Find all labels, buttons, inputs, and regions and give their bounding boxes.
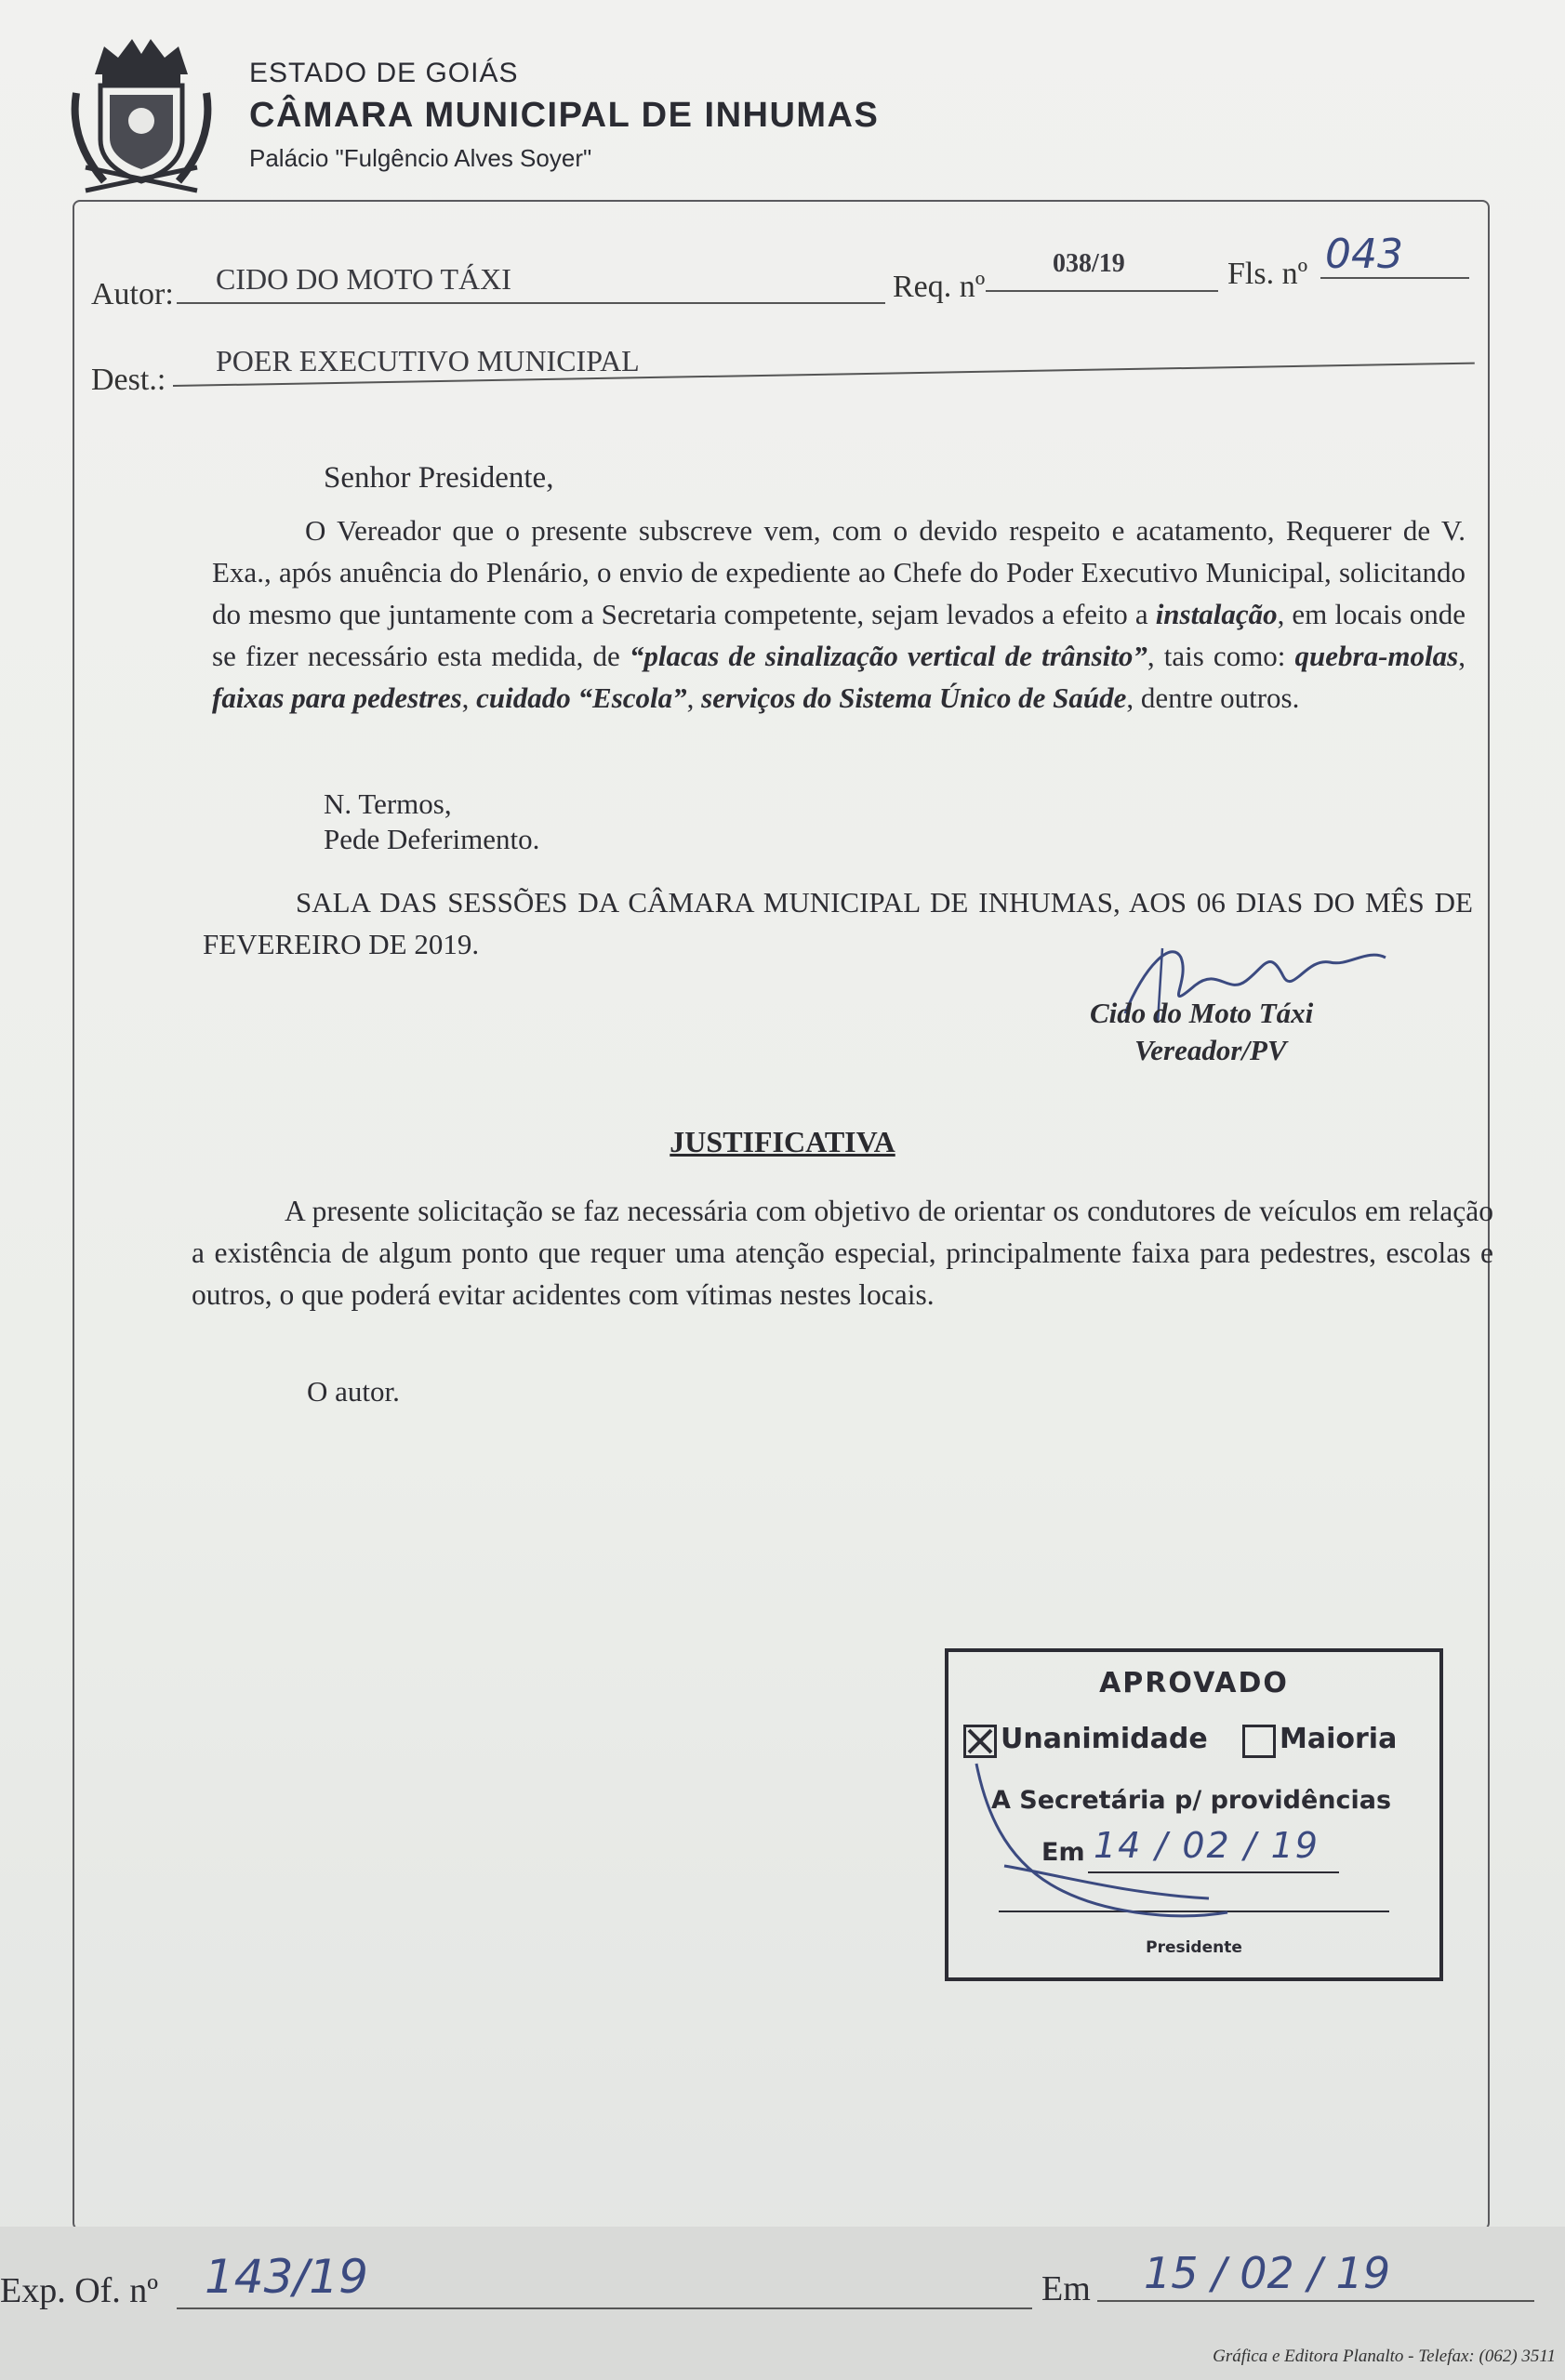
paragraph-text-end: , dentre outros. bbox=[1126, 681, 1300, 714]
approval-stamp bbox=[945, 1648, 1443, 1981]
justification-title: JUSTIFICATIVA bbox=[670, 1125, 895, 1158]
fls-label: Fls. nº bbox=[1227, 257, 1308, 291]
autor-label: Autor: bbox=[91, 277, 174, 311]
dest-label: Dest.: bbox=[91, 363, 166, 397]
stamp-em-label: Em bbox=[1041, 1838, 1085, 1867]
closing-line-2: Pede Deferimento. bbox=[324, 823, 540, 855]
paragraph-emphasis-sus: serviços do Sistema Único de Saúde bbox=[701, 681, 1127, 714]
paragraph-emphasis-installation: instalação bbox=[1155, 598, 1278, 630]
req-label: Req. nº bbox=[893, 270, 986, 304]
paragraph-text-1: O Vereador que o presente subscreve vem, com o devido respeito e acatamento, Requerer de V. Exa., após anuência do Plenário, o envio de expediente ao Chefe do Poder Executivo Municipal, solicitando do mesmo que juntamente com a Secretaria competente, sejam levados a efeito a bbox=[212, 514, 1466, 630]
printer-credit: Gráfica e Editora Planalto - Telefax: (062) 3511 bbox=[1213, 2347, 1556, 2366]
paragraph-emphasis-speed-bumps: quebra-molas bbox=[1294, 640, 1459, 672]
paragraph-sep-2: , bbox=[461, 681, 477, 714]
municipal-crest-logo bbox=[67, 28, 216, 200]
exp-of-handwritten-value: 143/19 bbox=[205, 2250, 368, 2304]
majority-checkbox[interactable] bbox=[1242, 1725, 1276, 1758]
header-state: ESTADO DE GOIÁS bbox=[249, 58, 519, 88]
paragraph-text-2: , em locais onde se fizer necessário esta medida, de bbox=[212, 598, 1466, 672]
footer-handwritten-date: 15 / 02 / 19 bbox=[1144, 2248, 1391, 2298]
paragraph-text-3: , tais como: bbox=[1147, 640, 1295, 672]
stamp-president-label: Presidente bbox=[1146, 1938, 1242, 1957]
signer-role: Vereador/PV bbox=[1134, 1034, 1287, 1066]
footer-em-underline bbox=[1097, 2300, 1534, 2302]
header-chamber: CÂMARA MUNICIPAL DE INHUMAS bbox=[249, 96, 880, 135]
signer-name: Cido do Moto Táxi bbox=[1090, 997, 1314, 1029]
unanimity-label: Unanimidade bbox=[1001, 1723, 1208, 1755]
salutation: Senhor Presidente, bbox=[324, 461, 554, 495]
request-paragraph bbox=[212, 509, 1466, 719]
closing-line-1: N. Termos, bbox=[324, 787, 452, 820]
autor-underline bbox=[177, 302, 885, 304]
req-underline bbox=[986, 290, 1218, 292]
footer-em-label: Em bbox=[1041, 2269, 1091, 2308]
autor-value: CIDO DO MOTO TÁXI bbox=[216, 262, 511, 296]
stamp-secretary-text: A Secretária p/ providências bbox=[991, 1786, 1392, 1815]
req-value: 038/19 bbox=[1053, 249, 1125, 278]
exp-of-label: Exp. Of. nº bbox=[0, 2271, 159, 2310]
paragraph-emphasis-school: cuidado “Escola” bbox=[476, 681, 687, 714]
justification-author: O autor. bbox=[307, 1375, 400, 1408]
header-palace: Palácio "Fulgêncio Alves Soyer" bbox=[249, 144, 592, 172]
stamp-handwritten-date: 14 / 02 / 19 bbox=[1094, 1825, 1320, 1866]
paragraph-sep-3: , bbox=[686, 681, 702, 714]
exp-of-underline bbox=[177, 2307, 1032, 2309]
fls-handwritten-value: 043 bbox=[1325, 231, 1403, 278]
justification-text: A presente solicitação se faz necessária com objetivo de orientar os condutores de veículos em relação a existência de algum ponto que requer uma atenção especial, principalmente faixa para pedestres, escolas e outros, o que poderá evitar acidentes com vítimas nestes locais. bbox=[192, 1195, 1493, 1311]
paragraph-emphasis-crosswalks: faixas para pedestres bbox=[212, 681, 462, 714]
session-text: SALA DAS SESSÕES DA CÂMARA MUNICIPAL DE INHUMAS, AOS 06 DIAS DO MÊS DE FEVEREIRO DE 2019. bbox=[203, 886, 1473, 960]
paragraph-emphasis-signs: “placas de sinalização vertical de trânsito” bbox=[629, 640, 1147, 672]
paragraph-sep-1: , bbox=[1458, 640, 1466, 672]
majority-label: Maioria bbox=[1280, 1723, 1398, 1755]
stamp-title: APROVADO bbox=[1099, 1667, 1289, 1699]
dest-value: POER EXECUTIVO MUNICIPAL bbox=[216, 344, 640, 377]
stamp-signature-scribble bbox=[967, 1736, 1246, 1931]
justification-paragraph bbox=[192, 1190, 1493, 1316]
